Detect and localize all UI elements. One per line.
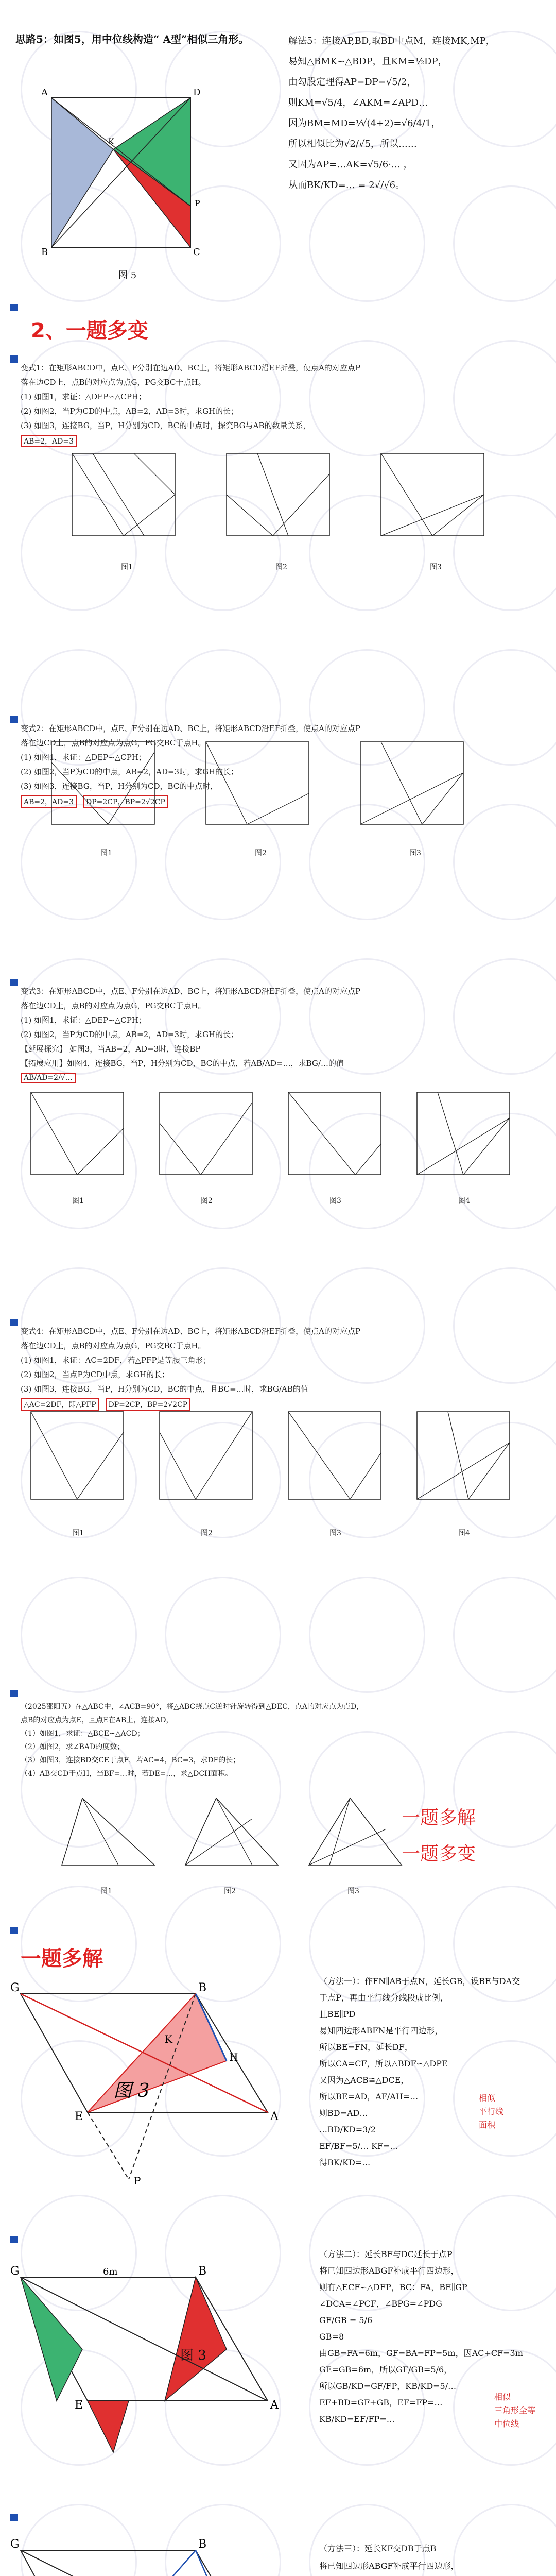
svg-text:图 3: 图 3 [180,2348,206,2363]
method3-text [319,2540,535,2576]
method2-note-line: 三角形全等 [494,2405,536,2415]
variant3-line: 变式3：在矩形ABCD中，点E、F分别在边AD、BC上，将矩形ABCD沿EF折叠，使点A的对应点P [21,987,361,996]
p2025-fig2-label: 图2 [224,1887,236,1895]
svg-text:6m: 6m [103,2266,118,2277]
method1-note [479,2092,503,2132]
variant-3-figures [21,1082,535,1200]
problem2025-line: （3）如图3，连接BD交CE于点F，若AC=4，BC=3，求DF的长； [21,1756,240,1765]
tag-multi-vary: 一题多变 [402,1843,476,1865]
v3-fig1-label: 图1 [72,1197,84,1205]
v4-fig2-label: 图2 [201,1529,213,1537]
problem2025-line: （1）如图1，求证：△BCE∽△ACD； [21,1730,145,1738]
tag-multi-solve: 一题多解 [402,1807,476,1828]
v3-fig3-label: 图3 [329,1197,341,1205]
intro-left-text: 思路5：如图5，用中位线构造“ A型”相似三角形。 [15,33,249,45]
svg-text:E: E [75,2110,83,2123]
svg-text:B: B [198,2538,207,2551]
watermark-seal [21,1577,137,1693]
method2-line: ∠DCA=∠PCF，∠BPG=∠PDG [319,2299,442,2309]
method1-line: 且BE∥PD [319,2009,356,2019]
variant2-line: 落在边CD上，点B的对应点为点G，PG交BC于点H。 [21,738,206,748]
v2-highlight-box-2: DP=2CP，BP=2√2CP [83,795,168,808]
multi-solve-title: 一题多解 [21,1947,103,1971]
variant1-line: (1) 如图1，求证：△DEP∽△CPH； [21,392,146,401]
variant4-line: (3) 如图3，连接BG，当P，H分别为CD，BC的中点，且BC=…时，求BG/AB的值 [21,1384,308,1394]
v4-highlight-box-1: △AC=2DF，即△PFP [21,1398,99,1411]
method2-line: 则有△ECF∽△DFP，BC：FA，BE∥GP [319,2282,467,2292]
method2-line: （方法二）：延长BF与DC延长于点P [319,2249,453,2259]
method2-figure [10,2246,299,2468]
multi-solve-marker [10,1927,18,1934]
watermark-seal [165,1577,281,1693]
variant3-line: (2) 如图2，当P为CD的中点，AB=2，AD=3时，求GH的长； [21,1030,239,1039]
svg-text:A: A [270,2399,279,2412]
variant3-marker [10,979,18,986]
intro-solution-line: 解法5：连接AP,BD,取BD中点M，连接MK,MP， [288,36,495,46]
intro-solution-line: 因为BM=MD=⅟√(4+2)=√6/4/1， [288,118,441,129]
method1-note-line: 面积 [479,2120,496,2130]
svg-text:G: G [10,2538,20,2551]
method1-figure [10,1973,299,2195]
method1-line: 于点P，再由平行线分线段成比例， [319,1993,448,2003]
variant4-line: 变式4：在矩形ABCD中，点E、F分别在边AD、BC上，将矩形ABCD沿EF折叠，使点A的对应点P [21,1327,361,1336]
variant4-line: (2) 如图2，当点P为CD中点，求GH的长； [21,1370,170,1379]
problem2025-line: （4）AB交CD于点H，当BF=…时，若DE=…，求△DCH面积。 [21,1770,233,1778]
svg-text:E: E [75,2399,83,2412]
svg-text:B: B [198,2265,207,2278]
v1-fig2-label: 图2 [275,563,287,571]
variant1-line: 落在边CD上，点B的对应点为点G，PG交BC于点H。 [21,378,206,387]
variant1-line: (3) 如图3，连接BG，当P，H分别为CD，BC的中点时，探究BG与AB的数量关系， [21,421,311,430]
v4-fig1-label: 图1 [72,1529,84,1537]
watermark-seal [453,1577,556,1693]
v4-fig3-label: 图3 [329,1529,341,1537]
method2-line: KB/KD=EF/FP=… [319,2414,395,2424]
figure-5 [21,77,257,273]
method1-line: （方法一）：作FN∥AB于点N，延长GB，设BE与DA交 [319,1976,520,1986]
method2-line: GF/GB = 5/6 [319,2315,373,2325]
method1-line: 易知四边形ABFN是平行四边形， [319,2026,443,2036]
method1-note-line: 相似 [479,2093,496,2103]
v1-fig3-label: 图3 [430,563,442,571]
intro-solution-line: 所以相似比为√2/√5，所以…… [288,139,417,149]
variant4-line: 落在边CD上，点B的对应点为点G，PG交BC于点H。 [21,1341,206,1350]
method2-marker [10,2236,18,2243]
intro-solution-line: 从而BK/KD=… = 2√/√6。 [288,180,405,191]
method2-line: GE=GB=6m，所以GF/GB=5/6， [319,2365,453,2375]
v2-fig1-label: 图1 [100,849,112,857]
svg-text:P: P [195,198,200,208]
variant3-line: 【延展探究】 如图3，当AB=2，AD=3时，连接BP [21,1044,201,1054]
section-2-title: 2、一题多变 [31,319,148,343]
variant1-line: (2) 如图2，当P为CD的中点，AB=2，AD=3时，求GH的长； [21,406,239,416]
svg-text:P: P [134,2175,141,2187]
method1-line: EF/BF=5/… KF=… [319,2141,398,2151]
problem-2025-text [21,1700,535,1781]
section-marker [10,304,18,311]
method3-figure [10,2524,299,2576]
variant-2-figures [41,732,484,845]
variant2-line: (3) 如图3，连接BG，当P，H分别为CD，BC的中点时， [21,782,218,791]
svg-text:C: C [193,247,200,258]
svg-text:G: G [10,1981,20,1994]
problem2025-line: （2）如图2，求∠BAD的度数； [21,1743,125,1751]
method2-line: 由GB=FA=6m，GF=BA=FP=5m，因AC+CF=3m [319,2348,523,2358]
variant-1-figures [62,443,505,556]
v2-fig2-label: 图2 [255,849,267,857]
v1-fig1-label: 图1 [121,563,133,571]
method1-line: …BD/KD=3/2 [319,2125,376,2134]
method2-line: EF+BD=GF+GB，EF=FP=… [319,2398,443,2408]
method2-line: 将已知四边形ABGF补成平行四边形， [319,2266,459,2276]
v2-highlight-box-1: AB=2，AD=3 [21,795,77,808]
method2-note-line: 中位线 [494,2419,519,2429]
method1-line: 所以BE=AD，AF/AH=… [319,2092,419,2102]
variant2-line: 变式2：在矩形ABCD中，点E、F分别在边AD、BC上，将矩形ABCD沿EF折叠，使点A的对应点P [21,724,361,733]
method1-line: 又因为△ACB≌△DCE， [319,2075,409,2085]
variant1-marker [10,355,18,363]
variant-4-figures [21,1401,535,1525]
method1-line: 所以CA=CF，所以△BDF∽△DPE [319,2059,448,2069]
svg-text:A: A [270,2110,279,2123]
method1-line: 得BK/KD=… [319,2158,371,2167]
v2-fig3-label: 图3 [409,849,421,857]
method1-note-line: 平行线 [479,2107,504,2116]
variant3-line: 落在边CD上，点B的对应点为点G，PG交BC于点H。 [21,1001,206,1010]
p2025-fig1-label: 图1 [100,1887,112,1895]
method2-note-line: 相似 [494,2392,511,2402]
method1-line: 则BD=AD… [319,2108,368,2118]
intro-solution-line: 则KM=√5/4，∠AKM=∠APD… [288,97,428,108]
p2025-fig3-label: 图3 [348,1887,359,1895]
v3-highlight-box: AB/AD=2/√… [21,1073,76,1083]
method3-line: （方法三）：延长KF交DB于点B [319,2544,437,2553]
method2-note [494,2391,535,2431]
intro-solution-line: 又因为AP=…AK=√5/6·… ， [288,159,413,170]
v4-fig4-label: 图4 [458,1529,470,1537]
watermark-seal [309,1577,425,1693]
variant3-line: (1) 如图1，求证：△DEP∽△CPH； [21,1015,146,1025]
svg-text:K: K [108,137,114,146]
v3-fig4-label: 图4 [458,1197,470,1205]
svg-text:D: D [193,87,201,98]
variant-1-text [21,361,535,447]
intro-solution [288,31,546,196]
variant2-marker [10,716,18,723]
variant4-marker [10,1319,18,1326]
svg-text:B: B [41,247,48,258]
method3-line: 将已知四边形ABGF补成平行四边形， [319,2561,459,2571]
figure-5-label: 图 5 [118,270,137,281]
intro-solution-line: 易知△BMK∽△BDP，且KM=½DP， [288,56,447,67]
intro-solution-line: 由勾股定理得AP=DP=√5/2， [288,77,416,88]
svg-text:A: A [41,87,48,98]
method1-text [319,1973,535,2171]
variant2-line: (1) 如图1，求证：△DEP∽△CPH； [21,753,146,762]
svg-text:B: B [198,1981,207,1994]
v1-highlight-box: AB=2，AD=3 [21,435,77,447]
intro-block [0,0,556,289]
variant-3-text [21,984,535,1083]
svg-text:K: K [165,2033,172,2045]
method2-line: 所以GB/KD=GF/FP，KB/KD=5/… [319,2381,457,2391]
method3-marker [10,2514,18,2521]
method2-line: GB=8 [319,2332,344,2342]
problem-2025-figures [51,1788,422,1880]
problem2025-line: 点B的对应点为点E，且点E在AB上，连接AD， [21,1716,173,1724]
svg-text:图 3: 图 3 [113,2080,150,2102]
variant-4-text [21,1324,535,1411]
method1-line: 所以BE=FN，延长DF， [319,2042,413,2052]
problem2025-line: （2025邵阳五）在△ABC中，∠ACB=90°，将△ABC绕点C逆时针旋转得到△DEC，点A的对应点为点D， [21,1703,364,1711]
v4-highlight-box-2: DP=2CP，BP=2√2CP [106,1398,191,1411]
variant4-line: (1) 如图1，求证：AC=2DF，若△PFP是等腰三角形； [21,1355,211,1365]
variant3-line: 【拓展应用】如图4，连接BG，当P，H分别为CD，BC的中点，若AB/AD=…，求BG/…的值 [21,1059,344,1068]
svg-text:G: G [10,2265,20,2278]
variant2-line: (2) 如图2，当P为CD的中点，AB=2，AD=3时，求GH的长； [21,767,239,776]
problem-2025-marker [10,1690,18,1697]
v3-fig2-label: 图2 [201,1197,213,1205]
svg-text:H: H [229,2051,238,2063]
variant1-line: 变式1：在矩形ABCD中，点E、F分别在边AD、BC上，将矩形ABCD沿EF折叠，使点A的对应点P [21,363,361,372]
